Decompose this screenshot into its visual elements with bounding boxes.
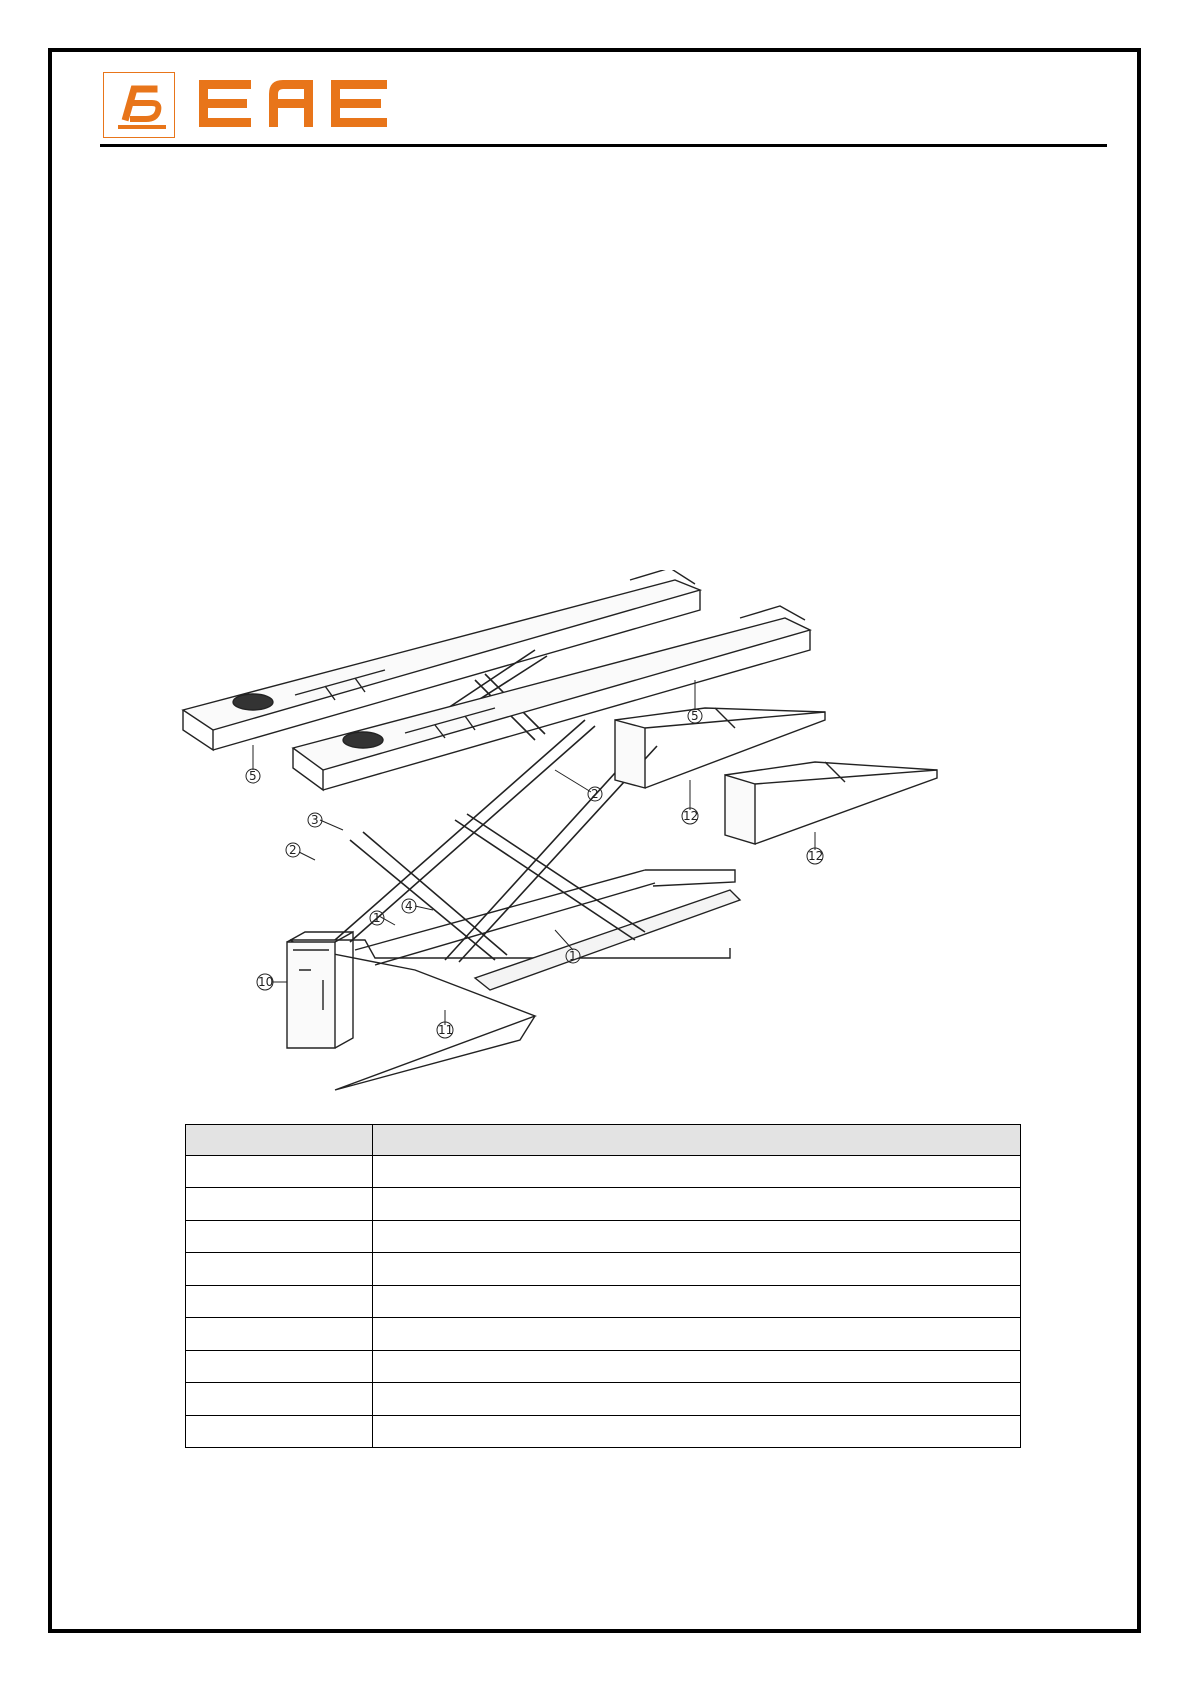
table-cell	[373, 1156, 1021, 1188]
table-header-cell	[186, 1125, 373, 1156]
parts-table	[185, 1124, 1021, 1448]
table-row	[186, 1220, 1021, 1252]
table-row	[186, 1188, 1021, 1220]
table-cell	[373, 1415, 1021, 1448]
callout-10	[257, 974, 287, 990]
callout-5a	[246, 745, 260, 783]
svg-text:1: 1	[373, 911, 381, 925]
svg-text:4: 4	[405, 899, 413, 913]
table-row	[186, 1350, 1021, 1382]
table-cell	[373, 1383, 1021, 1415]
table-header-row	[186, 1125, 1021, 1156]
runway-front	[293, 606, 810, 790]
table-cell	[373, 1350, 1021, 1382]
power-unit-cabinet	[287, 932, 353, 1048]
table-cell	[373, 1318, 1021, 1350]
svg-text:11: 11	[438, 1023, 454, 1037]
callout-11	[437, 1010, 453, 1038]
svg-text:2: 2	[591, 787, 599, 801]
base-plate	[290, 870, 740, 1090]
eae-logo-mark	[103, 72, 175, 138]
table-header-cell	[373, 1125, 1021, 1156]
callout-1a	[370, 911, 395, 925]
callout-12b	[807, 832, 823, 864]
svg-text:5: 5	[691, 709, 699, 723]
table-cell	[373, 1285, 1021, 1317]
table-cell	[186, 1220, 373, 1252]
callout-12a	[682, 780, 698, 824]
svg-text:1: 1	[569, 949, 577, 963]
svg-text:5: 5	[249, 769, 257, 783]
table-cell	[186, 1383, 373, 1415]
svg-text:12: 12	[683, 809, 699, 823]
table-cell	[186, 1188, 373, 1220]
table-cell	[186, 1253, 373, 1285]
svg-text:3: 3	[311, 813, 319, 827]
svg-text:12: 12	[808, 849, 824, 863]
svg-text:10: 10	[258, 975, 274, 989]
table-cell	[186, 1415, 373, 1448]
approach-ramp-left	[615, 708, 825, 788]
table-cell	[373, 1188, 1021, 1220]
scissor-lift-diagram	[175, 570, 1055, 1110]
callout-4	[402, 899, 433, 913]
callout-2b	[555, 770, 602, 801]
callout-2a	[286, 843, 315, 860]
table-row	[186, 1285, 1021, 1317]
table-cell	[186, 1285, 373, 1317]
header-rule	[100, 144, 1107, 147]
approach-ramp-right	[725, 762, 937, 844]
table-cell	[373, 1220, 1021, 1252]
table-row	[186, 1156, 1021, 1188]
svg-text:2: 2	[289, 843, 297, 857]
table-row	[186, 1253, 1021, 1285]
table-row	[186, 1383, 1021, 1415]
table-cell	[186, 1318, 373, 1350]
eae-logo-wordmark	[199, 80, 399, 133]
table-cell	[186, 1350, 373, 1382]
callout-3	[308, 813, 343, 830]
callout-5b	[688, 680, 702, 723]
page-header	[103, 72, 463, 140]
table-cell	[373, 1253, 1021, 1285]
table-row	[186, 1415, 1021, 1448]
table-row	[186, 1318, 1021, 1350]
table-cell	[186, 1156, 373, 1188]
